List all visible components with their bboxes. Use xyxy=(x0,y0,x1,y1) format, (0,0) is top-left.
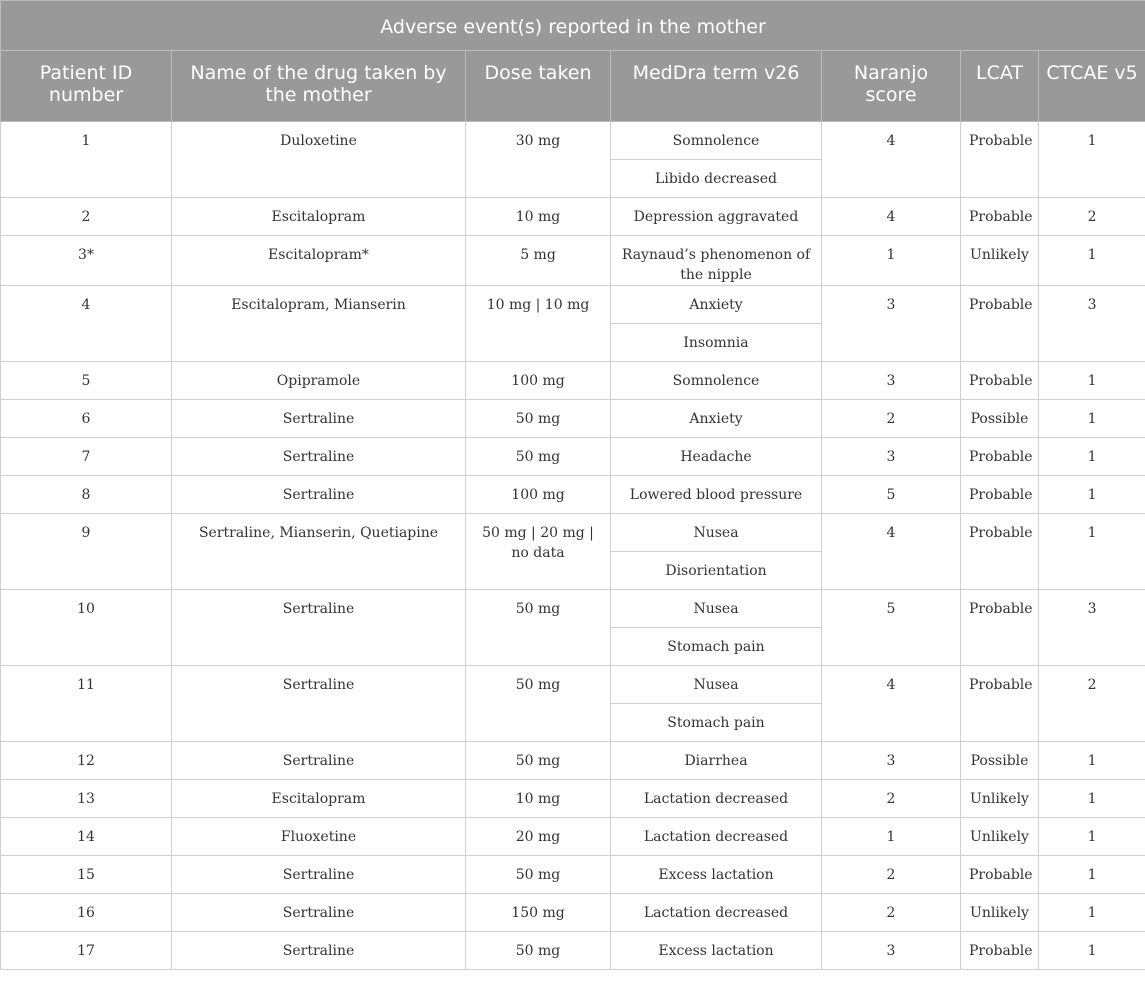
naranjo-score-cell: 4 xyxy=(822,198,961,236)
lcat-cell: Probable xyxy=(961,932,1039,970)
lcat-cell: Probable xyxy=(961,286,1039,362)
table-row xyxy=(1,198,1145,236)
meddra-term-cell: Excess lactation xyxy=(611,932,822,970)
patient-id-cell: 2 xyxy=(1,198,172,236)
dose-cell: 5 mg xyxy=(466,236,611,286)
naranjo-score-cell: 5 xyxy=(822,590,961,666)
drug-name-cell: Escitalopram, Mianserin xyxy=(172,286,466,362)
table-body xyxy=(1,122,1145,970)
dose-cell: 50 mg | 20 mg | no data xyxy=(466,514,611,590)
table-row xyxy=(1,236,1145,286)
ctcae-cell: 1 xyxy=(1039,236,1145,286)
drug-name-cell: Sertraline, Mianserin, Quetiapine xyxy=(172,514,466,590)
col-header-meddra-term: MedDra term v26 xyxy=(611,51,822,122)
lcat-cell: Possible xyxy=(961,742,1039,780)
dose-cell: 50 mg xyxy=(466,742,611,780)
patient-id-cell: 7 xyxy=(1,438,172,476)
table-row xyxy=(1,818,1145,856)
lcat-cell: Probable xyxy=(961,438,1039,476)
meddra-term-cell: Anxiety xyxy=(611,400,822,438)
drug-name-cell: Sertraline xyxy=(172,856,466,894)
naranjo-score-cell: 3 xyxy=(822,932,961,970)
col-header-naranjo: Naranjo score xyxy=(822,51,961,122)
meddra-term-cell: Disorientation xyxy=(611,552,822,590)
patient-id-cell: 10 xyxy=(1,590,172,666)
dose-cell: 50 mg xyxy=(466,856,611,894)
drug-name-cell: Duloxetine xyxy=(172,122,466,198)
table-row xyxy=(1,780,1145,818)
naranjo-score-cell: 4 xyxy=(822,514,961,590)
ctcae-cell: 1 xyxy=(1039,780,1145,818)
lcat-cell: Unlikely xyxy=(961,780,1039,818)
meddra-term-cell: Lactation decreased xyxy=(611,780,822,818)
drug-name-cell: Sertraline xyxy=(172,476,466,514)
dose-cell: 30 mg xyxy=(466,122,611,198)
patient-id-cell: 11 xyxy=(1,666,172,742)
meddra-term-cell: Depression aggravated xyxy=(611,198,822,236)
lcat-cell: Possible xyxy=(961,400,1039,438)
dose-cell: 100 mg xyxy=(466,362,611,400)
drug-name-cell: Sertraline xyxy=(172,438,466,476)
table-title: Adverse event(s) reported in the mother xyxy=(1,1,1145,51)
ctcae-cell: 2 xyxy=(1039,666,1145,742)
drug-name-cell: Fluoxetine xyxy=(172,818,466,856)
ctcae-cell: 3 xyxy=(1039,590,1145,666)
ctcae-cell: 1 xyxy=(1039,400,1145,438)
dose-cell: 100 mg xyxy=(466,476,611,514)
drug-name-cell: Sertraline xyxy=(172,742,466,780)
meddra-term-cell: Nusea xyxy=(611,590,822,628)
ctcae-cell: 1 xyxy=(1039,932,1145,970)
patient-id-cell: 15 xyxy=(1,856,172,894)
lcat-cell: Probable xyxy=(961,476,1039,514)
table-row xyxy=(1,742,1145,780)
dose-cell: 10 mg | 10 mg xyxy=(466,286,611,362)
lcat-cell: Unlikely xyxy=(961,236,1039,286)
meddra-term-cell: Somnolence xyxy=(611,362,822,400)
patient-id-cell: 4 xyxy=(1,286,172,362)
naranjo-score-cell: 3 xyxy=(822,362,961,400)
drug-name-cell: Sertraline xyxy=(172,666,466,742)
lcat-cell: Probable xyxy=(961,122,1039,198)
patient-id-cell: 6 xyxy=(1,400,172,438)
table-row xyxy=(1,438,1145,476)
table-row xyxy=(1,590,1145,628)
naranjo-score-cell: 1 xyxy=(822,236,961,286)
drug-name-cell: Opipramole xyxy=(172,362,466,400)
dose-cell: 50 mg xyxy=(466,590,611,666)
table-row xyxy=(1,362,1145,400)
drug-name-cell: Escitalopram xyxy=(172,198,466,236)
dose-cell: 10 mg xyxy=(466,198,611,236)
ctcae-cell: 1 xyxy=(1039,514,1145,590)
lcat-cell: Probable xyxy=(961,856,1039,894)
meddra-term-cell: Insomnia xyxy=(611,324,822,362)
col-header-drug-name: Name of the drug taken by the mother xyxy=(172,51,466,122)
col-header-lcat: LCAT xyxy=(961,51,1039,122)
table-row xyxy=(1,286,1145,324)
ctcae-cell: 1 xyxy=(1039,438,1145,476)
dose-cell: 50 mg xyxy=(466,666,611,742)
meddra-term-cell: Libido decreased xyxy=(611,160,822,198)
meddra-term-cell: Diarrhea xyxy=(611,742,822,780)
drug-name-cell: Escitalopram xyxy=(172,780,466,818)
naranjo-score-cell: 3 xyxy=(822,742,961,780)
meddra-term-cell: Nusea xyxy=(611,666,822,704)
ctcae-cell: 1 xyxy=(1039,894,1145,932)
dose-cell: 50 mg xyxy=(466,400,611,438)
dose-cell: 20 mg xyxy=(466,818,611,856)
patient-id-cell: 9 xyxy=(1,514,172,590)
meddra-term-cell: Lactation decreased xyxy=(611,894,822,932)
table-row xyxy=(1,932,1145,970)
patient-id-cell: 14 xyxy=(1,818,172,856)
table-row xyxy=(1,122,1145,160)
naranjo-score-cell: 3 xyxy=(822,438,961,476)
lcat-cell: Unlikely xyxy=(961,894,1039,932)
meddra-term-cell: Nusea xyxy=(611,514,822,552)
naranjo-score-cell: 2 xyxy=(822,400,961,438)
meddra-term-cell: Stomach pain xyxy=(611,704,822,742)
meddra-term-cell: Excess lactation xyxy=(611,856,822,894)
table-row xyxy=(1,894,1145,932)
naranjo-score-cell: 4 xyxy=(822,666,961,742)
patient-id-cell: 3* xyxy=(1,236,172,286)
meddra-term-cell: Headache xyxy=(611,438,822,476)
naranjo-score-cell: 2 xyxy=(822,894,961,932)
ctcae-cell: 3 xyxy=(1039,286,1145,362)
naranjo-score-cell: 1 xyxy=(822,818,961,856)
ctcae-cell: 1 xyxy=(1039,818,1145,856)
drug-name-cell: Sertraline xyxy=(172,400,466,438)
patient-id-cell: 1 xyxy=(1,122,172,198)
col-header-ctcae: CTCAE v5 xyxy=(1039,51,1145,122)
lcat-cell: Probable xyxy=(961,590,1039,666)
meddra-term-cell: Lactation decreased xyxy=(611,818,822,856)
table-row xyxy=(1,400,1145,438)
ctcae-cell: 1 xyxy=(1039,362,1145,400)
naranjo-score-cell: 3 xyxy=(822,286,961,362)
meddra-term-cell: Somnolence xyxy=(611,122,822,160)
table-row xyxy=(1,666,1145,704)
table-row xyxy=(1,514,1145,552)
naranjo-score-cell: 2 xyxy=(822,780,961,818)
naranjo-score-cell: 4 xyxy=(822,122,961,198)
meddra-term-cell: Lowered blood pressure xyxy=(611,476,822,514)
table-row xyxy=(1,476,1145,514)
col-header-dose: Dose taken xyxy=(466,51,611,122)
ctcae-cell: 2 xyxy=(1039,198,1145,236)
table-row xyxy=(1,856,1145,894)
ctcae-cell: 1 xyxy=(1039,476,1145,514)
ctcae-cell: 1 xyxy=(1039,742,1145,780)
dose-cell: 10 mg xyxy=(466,780,611,818)
meddra-term-cell: Raynaud’s phenomenon of the nipple xyxy=(611,236,822,286)
patient-id-cell: 16 xyxy=(1,894,172,932)
lcat-cell: Probable xyxy=(961,362,1039,400)
drug-name-cell: Sertraline xyxy=(172,932,466,970)
ctcae-cell: 1 xyxy=(1039,856,1145,894)
dose-cell: 50 mg xyxy=(466,932,611,970)
dose-cell: 150 mg xyxy=(466,894,611,932)
drug-name-cell: Escitalopram* xyxy=(172,236,466,286)
dose-cell: 50 mg xyxy=(466,438,611,476)
ctcae-cell: 1 xyxy=(1039,122,1145,198)
patient-id-cell: 13 xyxy=(1,780,172,818)
lcat-cell: Probable xyxy=(961,514,1039,590)
drug-name-cell: Sertraline xyxy=(172,894,466,932)
naranjo-score-cell: 2 xyxy=(822,856,961,894)
patient-id-cell: 12 xyxy=(1,742,172,780)
lcat-cell: Probable xyxy=(961,666,1039,742)
naranjo-score-cell: 5 xyxy=(822,476,961,514)
patient-id-cell: 17 xyxy=(1,932,172,970)
patient-id-cell: 8 xyxy=(1,476,172,514)
meddra-term-cell: Stomach pain xyxy=(611,628,822,666)
col-header-patient-id: Patient ID number xyxy=(1,51,172,122)
patient-id-cell: 5 xyxy=(1,362,172,400)
lcat-cell: Probable xyxy=(961,198,1039,236)
meddra-term-cell: Anxiety xyxy=(611,286,822,324)
lcat-cell: Unlikely xyxy=(961,818,1039,856)
drug-name-cell: Sertraline xyxy=(172,590,466,666)
